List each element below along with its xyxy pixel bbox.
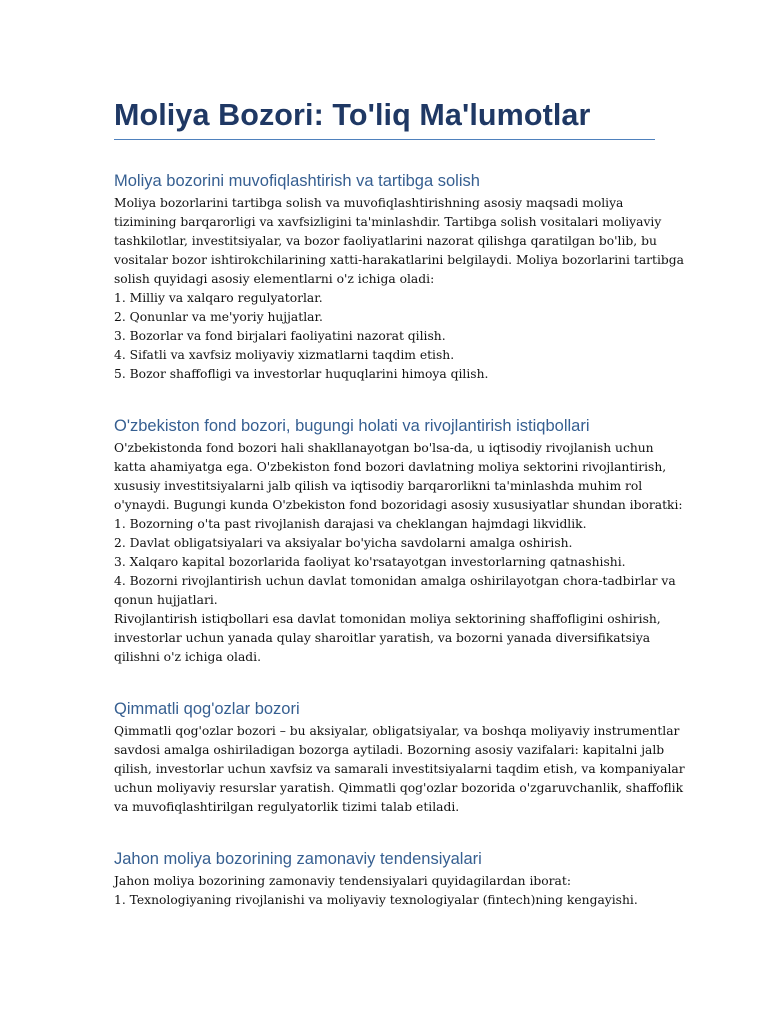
sections-container	[114, 170, 685, 910]
text-line: Qimmatli qog'ozlar bozori – bu aksiyalar, obligatsiyalar, va boshqa moliyaviy instrumentlar	[114, 724, 680, 738]
section-heading: Qimmatli qog'ozlar bozori	[114, 700, 300, 718]
text-line: qilishni o'z ichiga oladi.	[114, 650, 261, 664]
text-line: qonun hujjatlari.	[114, 593, 218, 607]
text-line: savdosi amalga oshiriladigan bozorga aytiladi. Bozorning asosiy vazifalari: kapitalni jalb	[114, 743, 665, 757]
text-line: vositalar bozor ishtirokchilarining xatti-harakatlarini belgilaydi. Moliya bozorlarini tartibga	[114, 253, 684, 267]
text-line: solish quyidagi asosiy elementlarni o'z ichiga oladi:	[114, 272, 435, 286]
document-title: Moliya Bozori: To'liq Ma'lumotlar	[114, 93, 655, 140]
section	[114, 698, 685, 817]
text-line: tashkilotlar, investitsiyalar, va bozor faoliyatlarini nazorat qilishga qaratilgan bo'lib, bu	[114, 234, 657, 248]
text-line: o'ynaydi. Bugungi kunda O'zbekiston fond bozoridagi asosiy xususiyatlar shundan iboratki:	[114, 498, 683, 512]
text-line: katta ahamiyatga ega. O'zbekiston fond bozori davlatning moliya sektorini rivojlantirish,	[114, 460, 667, 474]
text-line: investorlar uchun yanada qulay sharoitlar yaratish, va bozorni yanada diversifikatsiya	[114, 631, 651, 645]
document-content	[114, 93, 685, 910]
text-line: Jahon moliya bozorining zamonaviy tendensiyalari quyidagilardan iborat:	[114, 874, 571, 888]
text-line: 4. Bozorni rivojlantirish uchun davlat tomonidan amalga oshirilayotgan chora-tadbirlar va	[114, 574, 676, 588]
section	[114, 415, 683, 667]
text-line: 3. Xalqaro kapital bozorlarida faoliyat ko'rsatayotgan investorlarning qatnashishi.	[114, 555, 626, 569]
section-body	[114, 722, 685, 817]
section-body	[114, 872, 655, 910]
section-heading: Jahon moliya bozorining zamonaviy tendensiyalari	[114, 850, 482, 868]
text-line: 2. Davlat obligatsiyalari va aksiyalar bo'yicha savdolarni amalga oshirish.	[114, 536, 573, 550]
section	[114, 848, 655, 910]
section-heading: Moliya bozorini muvofiqlashtirish va tartibga solish	[114, 172, 480, 190]
text-line: va muvofiqlashtirilgan regulyatorlik tizimi talab etiladi.	[114, 800, 460, 814]
text-line: qilish, investorlar uchun xavfsiz va samarali investitsiyalarni taqdim etish, va kompaniyalar	[114, 762, 685, 776]
text-line: uchun moliyaviy resurslar yaratish. Qimmatli qog'ozlar bozorida o'zgaruvchanlik, shaffoflik	[114, 781, 684, 795]
text-line: Moliya bozorlarini tartibga solish va muvofiqlashtirishning asosiy maqsadi moliya	[114, 196, 624, 210]
text-line: xususiy investitsiyalarni jalb qilish va iqtisodiy barqarorlikni ta'minlashda muhim rol	[114, 479, 643, 493]
section-body	[114, 194, 684, 384]
text-line: 2. Qonunlar va me'yoriy hujjatlar.	[114, 310, 323, 324]
text-line: O'zbekistonda fond bozori hali shakllanayotgan bo'lsa-da, u iqtisodiy rivojlanish uchun	[114, 441, 654, 455]
text-line: tizimining barqarorligi va xavfsizligini ta'minlashdir. Tartibga solish vositalari moliyaviy	[114, 215, 662, 229]
text-line: Rivojlantirish istiqbollari esa davlat tomonidan moliya sektorining shaffofligini oshirish,	[114, 612, 661, 626]
text-line: 4. Sifatli va xavfsiz moliyaviy xizmatlarni taqdim etish.	[114, 348, 455, 362]
text-line: 5. Bozor shaffofligi va investorlar huquqlarini himoya qilish.	[114, 367, 489, 381]
text-line: 1. Milliy va xalqaro regulyatorlar.	[114, 291, 323, 305]
section	[114, 170, 684, 384]
text-line: 1. Bozorning o'ta past rivojlanish darajasi va cheklangan hajmdagi likvidlik.	[114, 517, 587, 531]
section-heading: O'zbekiston fond bozori, bugungi holati va rivojlantirish istiqbollari	[114, 417, 590, 435]
text-line: 1. Texnologiyaning rivojlanishi va moliyaviy texnologiyalar (fintech)ning kengayishi.	[114, 893, 638, 907]
section-body	[114, 439, 683, 667]
text-line: 3. Bozorlar va fond birjalari faoliyatini nazorat qilish.	[114, 329, 446, 343]
